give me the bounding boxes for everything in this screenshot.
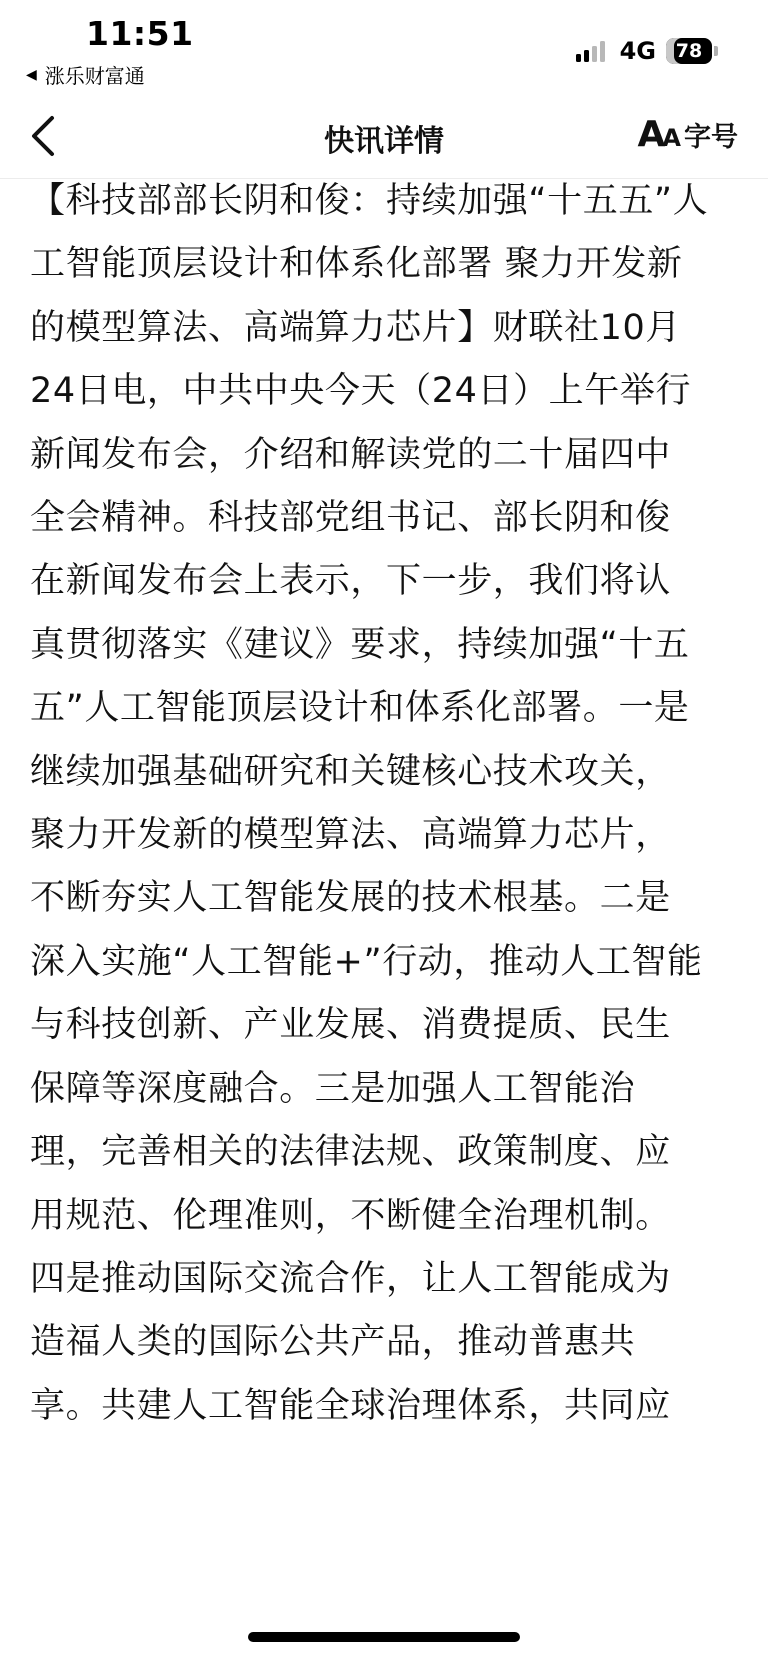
battery-icon — [666, 38, 718, 64]
signal-icon — [576, 40, 608, 62]
article-line: 【科技部部长阴和俊：持续加强“十五五”人 — [30, 181, 709, 221]
article-line: 工智能顶层设计和体系化部署 聚力开发新 — [30, 244, 683, 285]
article-line: 继续加强基础研究和关键核心技术攻关， — [30, 751, 671, 792]
article-line: 新闻发布会，介绍和解读党的二十届四中 — [30, 434, 671, 475]
article-line: 用规范、伦理准则，不断健全治理机制。 — [30, 1195, 671, 1236]
font-size-button[interactable] — [638, 114, 738, 155]
article-line: 不断夯实人工智能发展的技术根基。二是 — [30, 878, 671, 919]
back-to-app-link[interactable] — [26, 60, 145, 89]
article-line: 与科技创新、产业发展、消费提质、民生 — [30, 1005, 671, 1046]
article-line: 理，完善相关的法律法规、政策制度、应 — [30, 1132, 671, 1173]
article-line: 造福人类的国际公共产品，推动普惠共 — [30, 1322, 636, 1363]
home-indicator[interactable] — [248, 1632, 520, 1642]
article-line: 在新闻发布会上表示，下一步，我们将认 — [30, 561, 671, 602]
article-line: 享。共建人工智能全球治理体系，共同应 — [30, 1385, 671, 1426]
article-line: 保障等深度融合。三是加强人工智能治 — [30, 1068, 636, 1109]
back-app-label: 涨乐财富通 — [44, 64, 145, 88]
article-line: 真贯彻落实《建议》要求，持续加强“十五 — [30, 624, 690, 665]
nav-bar — [0, 100, 768, 179]
page-title: 快讯详情 — [324, 124, 444, 159]
article-line: 24日电，中共中央今天（24日）上午举行 — [30, 371, 692, 412]
article-line: 五”人工智能顶层设计和体系化部署。一是 — [30, 688, 690, 729]
font-size-icon: AA — [637, 114, 678, 155]
font-size-label: 字号 — [684, 122, 738, 153]
article-text — [30, 170, 742, 1438]
article-line: 聚力开发新的模型算法、高端算力芯片， — [30, 815, 671, 856]
article-body — [30, 170, 742, 1500]
article-line: 深入实施“人工智能+”行动，推动人工智能 — [30, 941, 703, 982]
article-line: 四是推动国际交流合作，让人工智能成为 — [30, 1258, 671, 1299]
status-bar — [0, 0, 768, 100]
battery-level: 78 — [666, 38, 712, 64]
status-time: 11:51 — [86, 14, 194, 53]
status-indicators — [576, 36, 718, 66]
back-triangle-icon: ◀ — [26, 66, 37, 83]
article-line: 全会精神。科技部党组书记、部长阴和俊 — [30, 498, 671, 539]
article-line: 的模型算法、高端算力芯片】财联社10月 — [30, 307, 681, 348]
network-type: 4G — [619, 37, 656, 65]
